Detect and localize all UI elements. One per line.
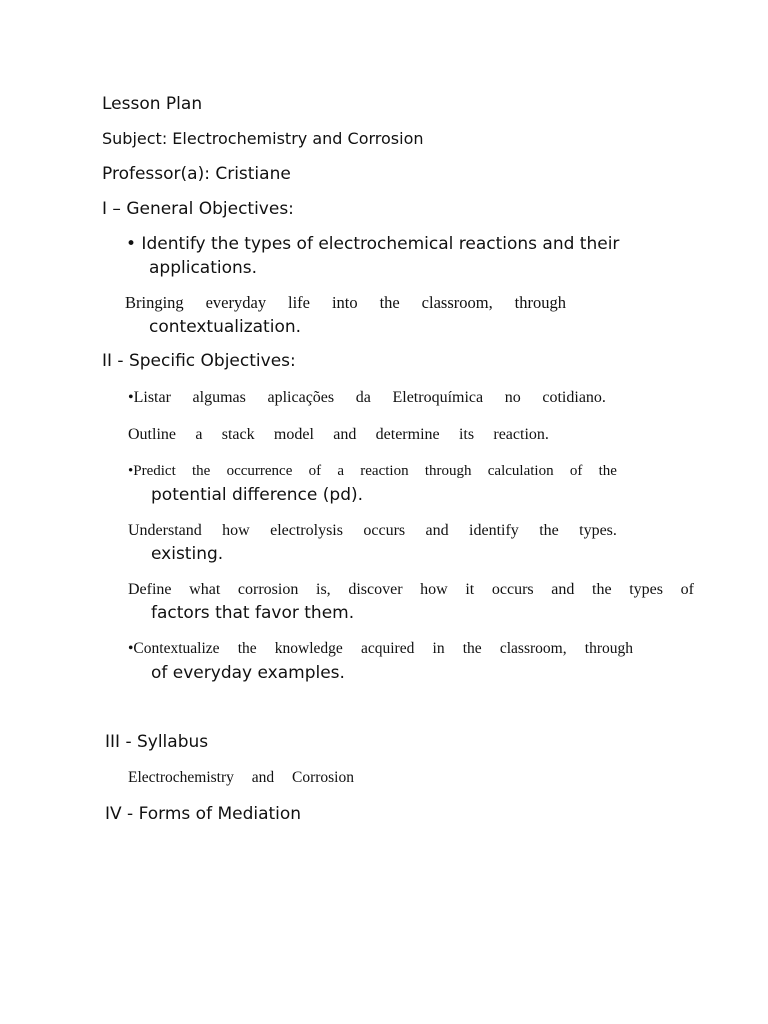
word: what xyxy=(189,581,221,598)
word: through xyxy=(424,463,472,479)
word: knowledge xyxy=(274,640,343,657)
general-objective-1-line-1: • Identify the types of electrochemical reactions and their xyxy=(126,234,620,254)
word: Outline xyxy=(128,426,176,443)
specific-objective-3-line-1 xyxy=(128,464,617,479)
word: it xyxy=(465,581,475,598)
word: identify xyxy=(469,522,519,539)
specific-objective-3-line-2: potential difference (pd). xyxy=(151,485,364,505)
word: discover xyxy=(348,581,403,598)
section-heading-forms-of-mediation: IV - Forms of Mediation xyxy=(105,804,302,824)
word: types. xyxy=(579,522,617,539)
word: reaction. xyxy=(493,426,549,443)
specific-objective-4-line-2: existing. xyxy=(151,544,224,564)
word: occurrence xyxy=(226,463,293,479)
word: •Predict xyxy=(128,463,176,479)
specific-objective-5-line-2: factors that favor them. xyxy=(151,603,355,623)
word: of xyxy=(569,463,583,479)
word: and xyxy=(425,522,449,539)
word: Define xyxy=(128,581,172,598)
word: no xyxy=(504,389,521,406)
word: determine xyxy=(375,426,440,443)
word: of xyxy=(680,581,694,598)
word: the xyxy=(598,463,617,479)
professor-line: Professor(a): Cristiane xyxy=(102,164,291,184)
word: aplicações xyxy=(267,389,335,406)
word: in xyxy=(432,640,445,657)
word: corrosion xyxy=(237,581,299,598)
word: reaction xyxy=(360,463,409,479)
subject-line: Subject: Electrochemistry and Corrosion xyxy=(102,129,424,148)
general-objective-2-line-1 xyxy=(125,295,566,312)
word: how xyxy=(420,581,448,598)
word: Bringing xyxy=(125,293,184,312)
word: occurs xyxy=(363,522,406,539)
word: through xyxy=(584,640,633,657)
word: Understand xyxy=(128,522,202,539)
word: a xyxy=(337,463,345,479)
word: its xyxy=(458,426,475,443)
word: the xyxy=(592,581,612,598)
word: life xyxy=(288,293,311,312)
word: electrolysis xyxy=(270,522,343,539)
word: calculation xyxy=(487,463,554,479)
specific-objective-4-line-1 xyxy=(128,523,617,539)
word: Electrochemistry xyxy=(128,769,234,786)
general-objective-1-line-2: applications. xyxy=(149,258,258,278)
specific-objective-5-line-1 xyxy=(128,582,694,598)
word: algumas xyxy=(192,389,246,406)
word: •Contextualize xyxy=(128,640,220,657)
document-title: Lesson Plan xyxy=(102,94,203,114)
word: everyday xyxy=(205,293,267,312)
word: into xyxy=(331,293,358,312)
word: and xyxy=(333,426,357,443)
word: a xyxy=(195,426,203,443)
word: of xyxy=(308,463,322,479)
section-heading-general-objectives: I – General Objectives: xyxy=(102,199,294,219)
word: da xyxy=(355,389,371,406)
word: through xyxy=(514,293,566,312)
word: stack xyxy=(221,426,255,443)
section-heading-syllabus: III - Syllabus xyxy=(105,732,209,752)
specific-objective-1 xyxy=(128,390,606,406)
general-objective-2-line-2: contextualization. xyxy=(149,317,302,337)
word: model xyxy=(273,426,314,443)
word: the xyxy=(462,640,482,657)
word: the xyxy=(237,640,257,657)
word: Corrosion xyxy=(291,769,354,786)
word: •Listar xyxy=(128,389,171,406)
word: Eletroquímica xyxy=(392,389,484,406)
specific-objective-6-line-2: of everyday examples. xyxy=(151,663,345,683)
word: the xyxy=(192,463,211,479)
word: the xyxy=(379,293,400,312)
word: types xyxy=(629,581,664,598)
section-heading-specific-objectives: II - Specific Objectives: xyxy=(102,351,296,371)
word: cotidiano. xyxy=(542,389,606,406)
word: the xyxy=(539,522,559,539)
specific-objective-2 xyxy=(128,427,549,443)
word: occurs xyxy=(491,581,534,598)
word: and xyxy=(251,769,275,786)
word: classroom, xyxy=(499,640,567,657)
word: how xyxy=(222,522,250,539)
word: and xyxy=(551,581,575,598)
word: acquired xyxy=(360,640,415,657)
specific-objective-6-line-1 xyxy=(128,641,633,657)
word: is, xyxy=(316,581,331,598)
word: classroom, xyxy=(421,293,493,312)
syllabus-content xyxy=(128,770,354,786)
